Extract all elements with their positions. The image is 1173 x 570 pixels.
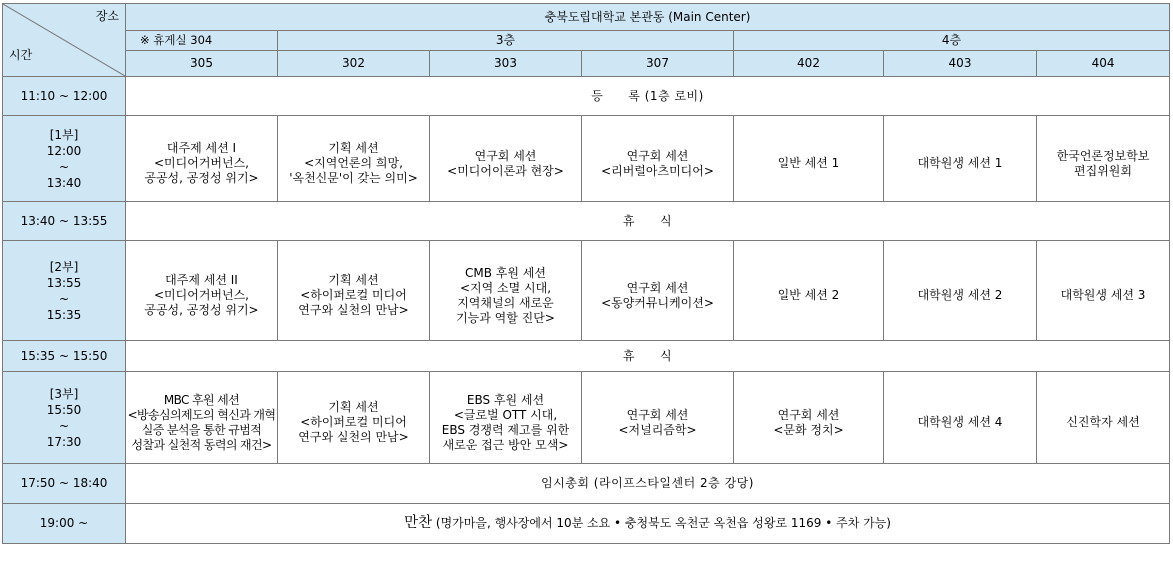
session-cell: 대학원생 세션 2 (884, 241, 1037, 341)
session-cell: 기획 세션 <하이퍼로컬 미디어 연구와 실천의 만남> (278, 372, 430, 464)
table-row (3, 504, 1170, 544)
session-cell: 일반 세션 1 (734, 116, 884, 202)
floor-4-header: 4층 (734, 31, 1170, 51)
place-header-label: 장소 (95, 9, 119, 23)
room-header-302: 302 (278, 51, 430, 77)
table-row (3, 77, 1170, 116)
general-meeting-cell: 임시총회 (라이프스타일센터 2층 강당) (126, 464, 1170, 504)
venue-header: 충북도립대학교 본관동 (Main Center) (126, 4, 1170, 31)
time-cell: 15:35 ~ 15:50 (3, 341, 126, 372)
corner-header-cell (3, 4, 126, 77)
session-cell: EBS 후원 세션 <글로벌 OTT 시대, EBS 경쟁력 제고를 위한 새로운 접근 방안 모색> (430, 372, 582, 464)
room-header-307: 307 (582, 51, 734, 77)
session-cell: 연구회 세션 <미디어이론과 현장> (430, 116, 582, 202)
time-cell: 17:50 ~ 18:40 (3, 464, 126, 504)
break-cell: 휴 식 (126, 341, 1170, 372)
table-row (3, 116, 1170, 202)
room-header-305: 305 (126, 51, 278, 77)
session-cell: MBC 후원 세션 <방송심의제도의 혁신과 개혁 실증 분석을 통한 규범적 성찰과 실천적 동력의 재건> (126, 372, 278, 464)
session-cell: 한국언론정보학보 편집위원회 (1037, 116, 1170, 202)
session-cell: 대학원생 세션 1 (884, 116, 1037, 202)
floor-3-header: 3층 (278, 31, 734, 51)
table-row (3, 464, 1170, 504)
session-cell: 기획 세션 <하이퍼로컬 미디어 연구와 실천의 만남> (278, 241, 430, 341)
break-cell: 휴 식 (126, 202, 1170, 241)
room-header-403: 403 (884, 51, 1037, 77)
session-cell: 연구회 세션 <저널리즘학> (582, 372, 734, 464)
lounge-note: ※ 휴게실 304 (140, 33, 213, 47)
time-cell: 13:40 ~ 13:55 (3, 202, 126, 241)
table-row (3, 372, 1170, 464)
time-cell: 19:00 ~ (3, 504, 126, 544)
time-cell: 11:10 ~ 12:00 (3, 77, 126, 116)
time-cell: [3부] 15:50 ~ 17:30 (3, 372, 126, 464)
session-cell: 연구회 세션 <리버럴아츠미디어> (582, 116, 734, 202)
session-cell: CMB 후원 세션 <지역 소멸 시대, 지역채널의 새로운 기능과 역할 진단> (430, 241, 582, 341)
table-row (3, 202, 1170, 241)
table-row (3, 241, 1170, 341)
time-cell: [2부] 13:55 ~ 15:35 (3, 241, 126, 341)
table-row (3, 341, 1170, 372)
banquet-detail: (명가마을, 행사장에서 10분 소요 • 충청북도 옥천군 옥천읍 성왕로 1169 • 주차 가능) (432, 516, 891, 530)
session-cell: 연구회 세션 <문화 정치> (734, 372, 884, 464)
session-cell: 대주제 세션 II <미디어거버넌스, 공공성, 공정성 위기> (126, 241, 278, 341)
session-cell: 대주제 세션 I <미디어거버넌스, 공공성, 공정성 위기> (126, 116, 278, 202)
banquet-cell (126, 504, 1170, 544)
registration-cell: 등 록 (1층 로비) (126, 77, 1170, 116)
session-cell: 대학원생 세션 4 (884, 372, 1037, 464)
banquet-title: 만찬 (404, 515, 433, 531)
time-header-label: 시간 (9, 48, 33, 62)
session-cell: 신진학자 세션 (1037, 372, 1170, 464)
lounge-note-cell (126, 31, 278, 51)
schedule-table (2, 3, 1170, 544)
time-cell: [1부] 12:00 ~ 13:40 (3, 116, 126, 202)
room-header-404: 404 (1037, 51, 1170, 77)
room-header-402: 402 (734, 51, 884, 77)
session-cell: 일반 세션 2 (734, 241, 884, 341)
session-cell: 기획 세션 <지역언론의 희망, '옥천신문'이 갖는 의미> (278, 116, 430, 202)
session-cell: 대학원생 세션 3 (1037, 241, 1170, 341)
room-header-303: 303 (430, 51, 582, 77)
session-cell: 연구회 세션 <동양커뮤니케이션> (582, 241, 734, 341)
